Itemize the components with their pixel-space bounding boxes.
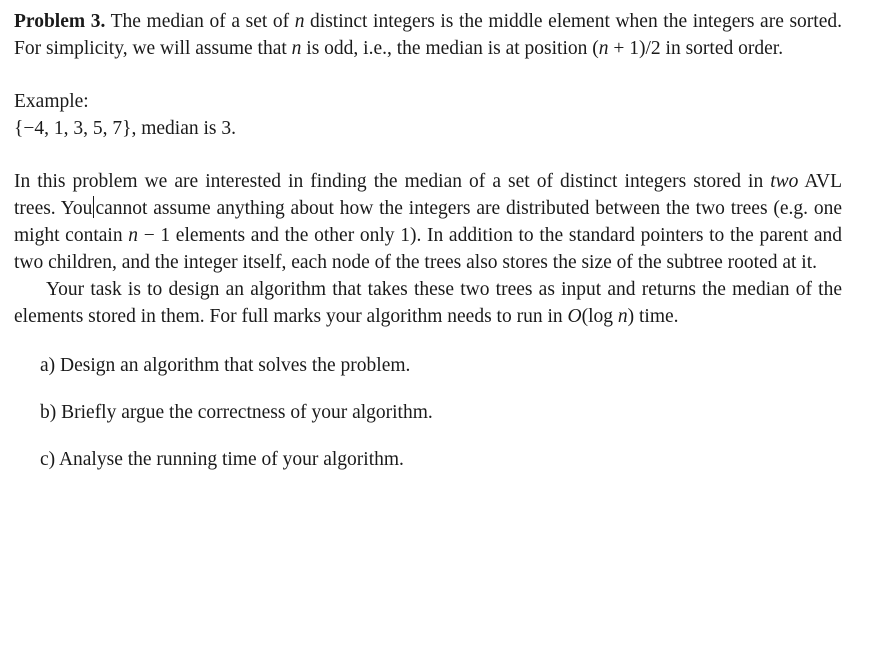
task-text-1: Your task is to design an algorithm that takes these two trees as input and returns the median of the elements stored in them. For full marks your algorithm needs to run in (14, 279, 842, 327)
body-text-2: AVL trees. You (14, 171, 842, 219)
body-text-3: cannot assume anything about how the integers are distributed between the two trees (e.g. one might contain (14, 198, 843, 246)
var-n: n (294, 11, 305, 32)
problem-label: Problem 3. (14, 11, 106, 32)
intro-text-2: distinct integers is the middle element when the integers are sorted. For simplicity, we will assume that (14, 11, 842, 59)
example-median: , median is 3. (131, 118, 236, 139)
problem-body (14, 168, 842, 276)
var-n: n (128, 225, 139, 246)
intro-text-4: + 1)/2 in sorted order. (608, 38, 784, 59)
body-text-4: − 1 elements and the other only 1). In addition to the standard pointers to the parent and two children, and the integer itself, each node of the trees also stores the size of the subtree rooted at it. (14, 225, 842, 273)
example-line (14, 115, 842, 142)
var-n: n (291, 38, 302, 59)
emphasis-two: two (770, 171, 799, 192)
intro-text-1: The median of a set of (110, 11, 295, 32)
body-text-1: In this problem we are interested in finding the median of a set of distinct integers stored in (14, 171, 771, 192)
example-set: {−4, 1, 3, 5, 7} (14, 118, 132, 139)
example-block (14, 88, 842, 142)
problem-page (14, 8, 842, 493)
var-n: n (617, 306, 628, 327)
big-o: O (567, 306, 582, 327)
intro-text-3: is odd, i.e., the median is at position ( (301, 38, 599, 59)
subtask-b: b) Briefly argue the correctness of your algorithm. (40, 402, 433, 423)
problem-intro (14, 8, 842, 62)
subtask-a: a) Design an algorithm that solves the problem. (40, 355, 411, 376)
example-label: Example: (14, 91, 89, 112)
var-n: n (598, 38, 609, 59)
task-description (14, 276, 842, 330)
task-text-3: ) time. (627, 306, 679, 327)
subtask-c: c) Analyse the running time of your algorithm. (40, 449, 404, 470)
task-text-2: (log (581, 306, 618, 327)
subtask-list (40, 352, 842, 473)
